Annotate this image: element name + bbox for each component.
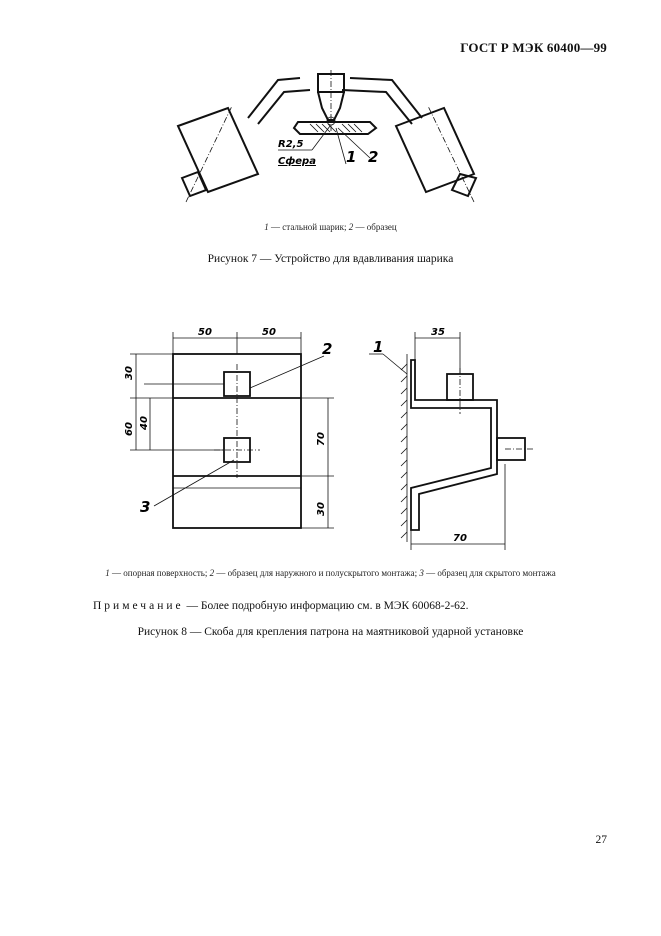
figure-8-caption: Рисунок 8 — Скоба для крепления патрона на маятниковой ударной установке <box>137 626 524 638</box>
note-text: — Более подробную информацию см. в МЭК 60068-2-62. <box>183 600 469 612</box>
dim-top-left-50: 50 <box>198 327 212 338</box>
fig7-label-2: 2 <box>368 148 379 166</box>
page-number: 27 <box>595 834 607 846</box>
figure-7-legend: 1 — стальной шарик; 2 — образец <box>264 222 397 232</box>
dim-side-70: 70 <box>453 533 467 544</box>
fig8-label-3: 3 <box>140 498 151 516</box>
fig8-label-2: 2 <box>322 340 333 358</box>
dim-right-30: 30 <box>316 502 327 516</box>
dim-side-35: 35 <box>431 327 445 338</box>
dim-left-60: 60 <box>124 422 135 436</box>
figure-8-note <box>93 600 469 612</box>
fig8-label-1: 1 <box>373 338 384 356</box>
figure-8-side-view <box>365 318 545 554</box>
dim-left-30: 30 <box>124 366 135 380</box>
fig7-radius-label: R2,5 <box>278 139 304 150</box>
fig7-label-1: 1 <box>346 148 357 166</box>
note-label: Примечание <box>93 600 184 612</box>
dim-top-right-50: 50 <box>262 327 276 338</box>
dim-left-40: 40 <box>139 416 150 430</box>
figure-7-caption: Рисунок 7 — Устройство для вдавливания шарика <box>207 253 454 265</box>
document-header: ГОСТ Р МЭК 60400—99 <box>460 40 607 55</box>
dim-right-70: 70 <box>316 432 327 446</box>
figure-8-front-view <box>110 318 350 538</box>
fig7-sphere-label: Сфера <box>278 156 316 167</box>
figure-7-drawing <box>160 66 510 208</box>
figure-8-legend: 1 — опорная поверхность; 2 — образец для наружного и полускрытого монтажа; 3 — образец для скрытого монтажа <box>105 568 556 578</box>
